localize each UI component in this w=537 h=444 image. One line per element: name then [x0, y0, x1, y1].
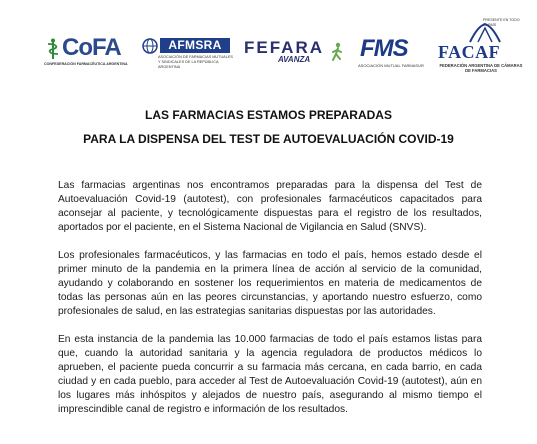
paragraph: Los profesionales farmacéuticos, y las farmacias en todo el país, hemos estado desde el primer minuto de la pandemia en la primera línea de acción al servicio de la comunidad, ayudando y colaborando en sostener los requerimientos en materia de medicamentos de todas las personas aún en las peores circunstancias, y aportando nuestro esfuerzo, como profesionales de salud, en las estrategias sanitarias dispuestas por las autoridades. [58, 250, 482, 317]
document-body [58, 179, 482, 431]
document-title-line-1: LAS FARMACIAS ESTAMOS PREPARADAS [145, 108, 392, 122]
fms-subtitle: ASOCIACIÓN MUTUAL FARMASUR [358, 63, 424, 68]
globe-icon [142, 38, 158, 54]
fefara-subtitle: AVANZA [278, 55, 311, 64]
logo-bar [0, 0, 537, 90]
paragraph: En esta instancia de la pandemia las 10.000 farmacias de todo el país estamos listas para que, cuando la autoridad sanitaria y la agencia reguladora de productos médicos lo aprueben, el paciente pueda concurrir a su farmacia más cercana, en cada barrio, en cada ciudad y en cada pueblo, para acceder al Test de Autoevaluación Covid-19 (autotest), aún en los lugares más inhóspitos y alejados de nuestro país, asegurando al mismo tiempo el imprescindible canal de registro e información de los resultados. [58, 334, 482, 415]
facaf-note: PRESENTE EN TODO EL PAÍS [483, 18, 520, 27]
document-title-line-2: PARA LA DISPENSA DEL TEST DE AUTOEVALUACIÓN COVID-19 [83, 132, 454, 146]
hands-icon [468, 22, 502, 44]
afmsra-subtitle: ASOCIACIÓN DE FARMACIAS MUTUALES Y SINDICALES DE LA REPÚBLICA ARGENTINA [158, 55, 233, 69]
facaf-name: FACAF [438, 42, 501, 62]
cofa-logo [44, 36, 136, 70]
facaf-subtitle: FEDERACIÓN ARGENTINA DE CÁMARAS DE FARMACIAS [439, 63, 523, 73]
cofa-name: CoFA [62, 34, 121, 61]
fms-name: FMS [360, 35, 408, 62]
walking-figure-icon [330, 42, 344, 62]
fefara-name: FEFARA [244, 38, 324, 57]
facaf-logo [436, 18, 528, 80]
afmsra-name: AFMSRA [160, 38, 230, 53]
afmsra-logo [142, 38, 236, 70]
cofa-subtitle: CONFEDERACIÓN FARMACÉUTICA ARGENTINA [44, 62, 128, 66]
fms-logo [358, 36, 424, 70]
paragraph: Las farmacias argentinas nos encontramos preparadas para la dispensa del Test de Autoevaluación Covid-19 (autotest), con profesionales farmacéuticos capacitados para aconsejar al paciente, y tecnológicamente dispuestas para el registro de los resultados, aportados por el paciente, en el Sistema Nacional de Vigilancia en Salud (SNVS). [58, 180, 482, 233]
fefara-logo [244, 38, 344, 68]
caduceus-icon [44, 38, 62, 60]
